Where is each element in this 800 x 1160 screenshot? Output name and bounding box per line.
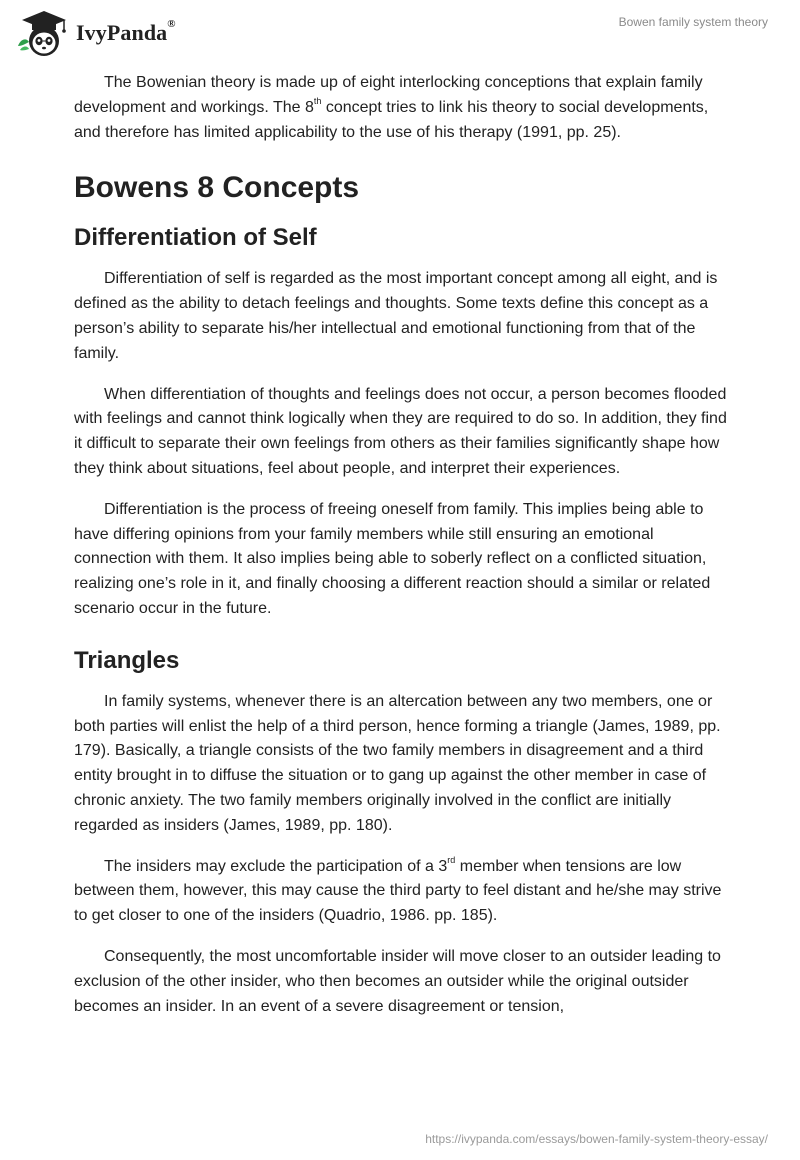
- subsection-heading-triangles: Triangles: [74, 646, 180, 674]
- paragraph: The insiders may exclude the participation of a 3rd member when tensions are low between them, however, this may cause the third party to feel distant and he/she may strive to get closer to one of the insiders (Quadrio, 1986. pp. 185).: [74, 855, 722, 925]
- paragraph: When differentiation of thoughts and feelings does not occur, a person becomes flooded with feelings and cannot think logically when they are required to do so. In addition, they find it difficult to separate their own feelings from others as their families significantly shape how they think about situations, feel about people, and interpret their experiences.: [74, 385, 727, 477]
- section-heading: Bowens 8 Concepts: [74, 171, 360, 205]
- document-title: Bowen family system theory: [618, 15, 768, 29]
- essay-content: [74, 71, 730, 1035]
- panda-graduation-icon: [14, 8, 70, 58]
- paragraph: Consequently, the most uncomfortable insider will move closer to an outsider leading to exclusion of the other insider, who then becomes an outsider while the original outsider becomes an insider. In an event of a severe disagreement or tension,: [74, 947, 721, 1015]
- registered-mark: ®: [167, 18, 176, 30]
- intro-paragraph: The Bowenian theory is made up of eight interlocking conceptions that explain family development and workings. The 8th concept tries to link his theory to social developments, and therefore has limited applicability to the use of his therapy (1991, pp. 25).: [74, 74, 709, 141]
- ivypanda-logo[interactable]: [14, 8, 176, 58]
- paragraph: In family systems, whenever there is an altercation between any two members, one or both parties will enlist the help of a third person, hence forming a triangle (James, 1989, pp. 179). Basically, a triangle consists of the two family members in disagreement and a third entity brought in to diffuse the situation or to gang up against the other member in case of chronic anxiety. The two family members originally involved in the conflict are initially regarded as insiders (James, 1989, pp. 180).: [74, 692, 721, 834]
- source-url[interactable]: https://ivypanda.com/essays/bowen-family-system-theory-essay/: [425, 1132, 768, 1146]
- paragraph: Differentiation of self is regarded as the most important concept among all eight, and is defined as the ability to detach feelings and thoughts. Some texts define this concept as a person’s ability to separate his/her intellectual and emotional functioning from that of the family.: [74, 270, 718, 362]
- brand-name: IvyPanda®: [76, 18, 176, 45]
- subsection-heading-differentiation: Differentiation of Self: [74, 224, 317, 252]
- paragraph: Differentiation is the process of freeing oneself from family. This implies being able to have differing opinions from your family members while still ensuring an emotional connection with them. It also implies being able to soberly reflect on a conflicted situation, realizing one’s role in it, and finally choosing a different reaction should a similar or related scenario occur in the future.: [74, 500, 711, 617]
- page-header: [0, 0, 800, 70]
